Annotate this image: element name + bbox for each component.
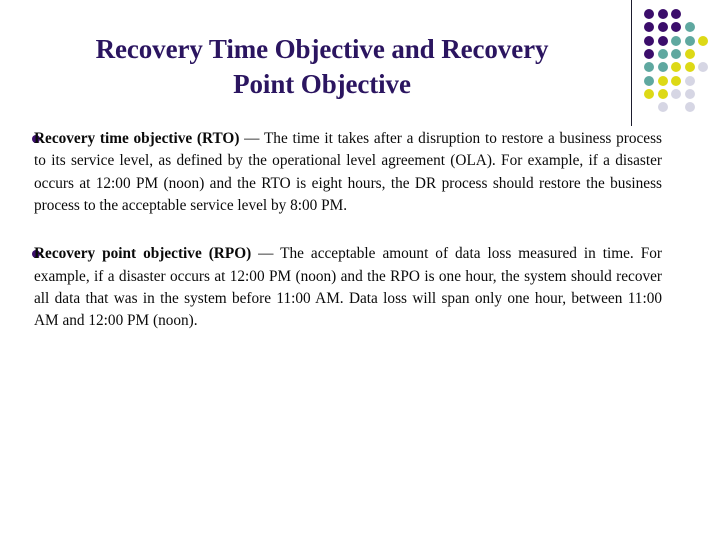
decor-dot-lavender (685, 76, 695, 86)
page-title-line-1: Recovery Time Objective and Recovery (95, 34, 549, 64)
bullet-marker-icon (0, 128, 34, 143)
decor-dot-yellow (685, 49, 695, 59)
decor-dot-purple (644, 22, 654, 32)
vertical-rule (631, 0, 632, 126)
decor-dot-purple (644, 36, 654, 46)
decor-dot-lavender (658, 102, 668, 112)
page-title (24, 32, 620, 101)
decor-dot-teal (644, 62, 654, 72)
decor-dot-lavender (685, 89, 695, 99)
bullet-body: — The time it takes after a disruption to restore a business process to its service level, as defined by the operational level agreement (OLA). For example, if a disaster occurs at 12:00 PM (noon) and the RTO is eight hours, the DR process should restore the business process to the acceptable service level by 8:00 PM. (34, 130, 662, 214)
decor-dot-yellow (698, 36, 708, 46)
decor-dot-teal (658, 62, 668, 72)
decor-dot-purple (671, 9, 681, 19)
decor-dot-yellow (658, 76, 668, 86)
decor-dot-purple (658, 9, 668, 19)
slide-decoration (628, 0, 720, 130)
decor-dot-purple (658, 36, 668, 46)
bullet-list (0, 128, 720, 359)
decor-dot-teal (644, 76, 654, 86)
list-item (0, 128, 720, 217)
bullet-term: Recovery point objective (RPO) (34, 245, 252, 263)
page-title-line-2: Point Objective (233, 68, 411, 99)
bullet-text (34, 128, 720, 217)
decor-dot-teal (671, 36, 681, 46)
decor-dot-teal (685, 36, 695, 46)
decor-dot-teal (685, 22, 695, 32)
bullet-body: — The acceptable amount of data loss measured in time. For example, if a disaster occurs at 12:00 PM (noon) and the RPO is one hour, the system should recover all data that was in the system before 11:00 AM. Data loss will span only one hour, between 11:00 AM and 12:00 PM (noon). (34, 245, 662, 330)
decor-dot-purple (671, 22, 681, 32)
bullet-marker-icon (0, 243, 34, 258)
decor-dot-yellow (671, 76, 681, 86)
decor-dot-teal (671, 49, 681, 59)
decor-dot-yellow (685, 62, 695, 72)
decor-dot-lavender (698, 62, 708, 72)
decor-dot-lavender (685, 102, 695, 112)
decor-dot-purple (658, 22, 668, 32)
decor-dot-purple (644, 49, 654, 59)
decor-dot-purple (644, 9, 654, 19)
bullet-term: Recovery time objective (RTO) (34, 130, 240, 147)
decor-dot-lavender (671, 89, 681, 99)
decor-dot-yellow (658, 89, 668, 99)
bullet-text (34, 243, 720, 332)
decor-dot-yellow (671, 62, 681, 72)
decor-dot-teal (658, 49, 668, 59)
list-item (0, 243, 720, 332)
decor-dot-yellow (644, 89, 654, 99)
